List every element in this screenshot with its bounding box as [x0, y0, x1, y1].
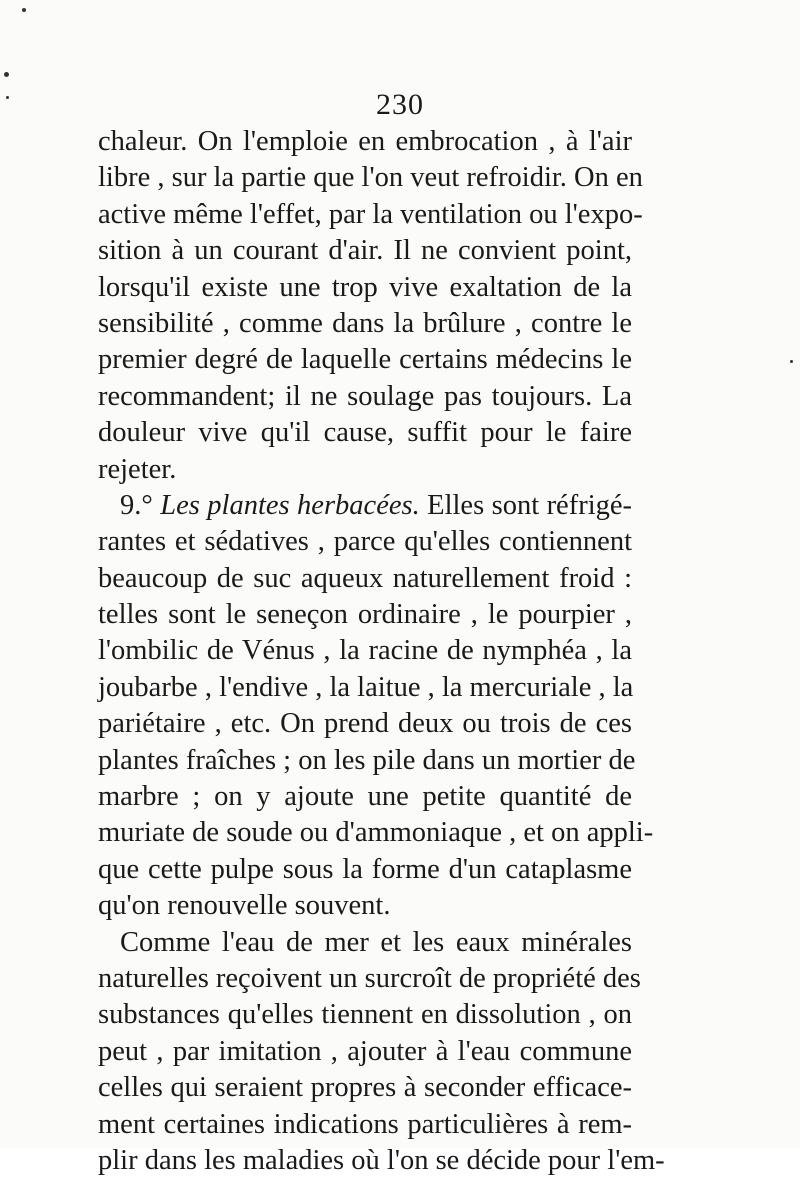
paper-speck — [4, 72, 9, 77]
paper-speck — [790, 360, 793, 363]
paragraph-1 — [98, 124, 643, 488]
text-line: qu'on renouvelle souvent. — [98, 890, 391, 922]
text-line: active même l'effet, par la ventilation ou l'expo- — [98, 198, 643, 230]
text-line: l'ombilic de Vénus , la racine de nymphéa , la — [98, 635, 632, 667]
text-line: rejeter. — [98, 453, 177, 485]
text-line: ment certaines indications particulières à rem- — [98, 1108, 632, 1140]
text-line: recommandent; il ne soulage pas toujours. La — [98, 380, 632, 412]
item-heading-rest: Elles sont réfrigé- — [419, 489, 632, 521]
paragraph-2 — [98, 488, 654, 925]
paper-speck — [6, 96, 9, 99]
text-line: celles qui seraient propres à seconder efficace- — [98, 1072, 632, 1104]
text-line: marbre ; on y ajoute une petite quantité de — [98, 781, 632, 813]
body-text — [98, 124, 665, 1179]
text-line: plantes fraîches ; on les pile dans un mortier de — [98, 744, 636, 776]
text-line: telles sont le seneçon ordinaire , le pourpier , — [98, 599, 632, 631]
text-line: substances qu'elles tiennent en dissolution , on — [98, 999, 632, 1031]
text-line: premier degré de laquelle certains médecins le — [98, 344, 632, 376]
text-line: joubarbe , l'endive , la laitue , la mercuriale , la — [98, 671, 634, 703]
paper-speck — [22, 8, 26, 12]
text-line: naturelles reçoivent un surcroît de propriété des — [98, 962, 641, 994]
text-line: muriate de soude ou d'ammoniaque , et on appli- — [98, 817, 654, 849]
text-line: libre , sur la partie que l'on veut refroidir. On en — [98, 162, 643, 194]
text-line: plir dans les maladies où l'on se décide pour l'em- — [98, 1144, 665, 1176]
text-line: beaucoup de suc aqueux naturellement froid : — [98, 562, 632, 594]
text-line: chaleur. On l'emploie en embrocation , à l'air — [98, 126, 632, 157]
text-line: peut , par imitation , ajouter à l'eau commune — [98, 1035, 632, 1067]
text-line: Comme l'eau de mer et les eaux minérales — [120, 926, 632, 958]
text-line: douleur vive qu'il cause, suffit pour le faire — [98, 417, 632, 449]
text-line: sensibilité , comme dans la brûlure , contre le — [98, 307, 632, 339]
text-line: que cette pulpe sous la forme d'un cataplasme — [98, 853, 632, 885]
text-line: pariétaire , etc. On prend deux ou trois de ces — [98, 708, 632, 740]
item-heading: Les plantes herbacées. — [160, 489, 420, 521]
text-line: lorsqu'il existe une trop vive exaltation de la — [98, 271, 632, 303]
item-number: 9.° — [120, 489, 153, 521]
text-line-numbered — [98, 488, 632, 524]
page-number: 230 — [376, 88, 424, 121]
text-line: rantes et sédatives , parce qu'elles contiennent — [98, 526, 632, 558]
paragraph-3 — [98, 925, 665, 1179]
text-line: sition à un courant d'air. Il ne convient point, — [98, 235, 632, 267]
